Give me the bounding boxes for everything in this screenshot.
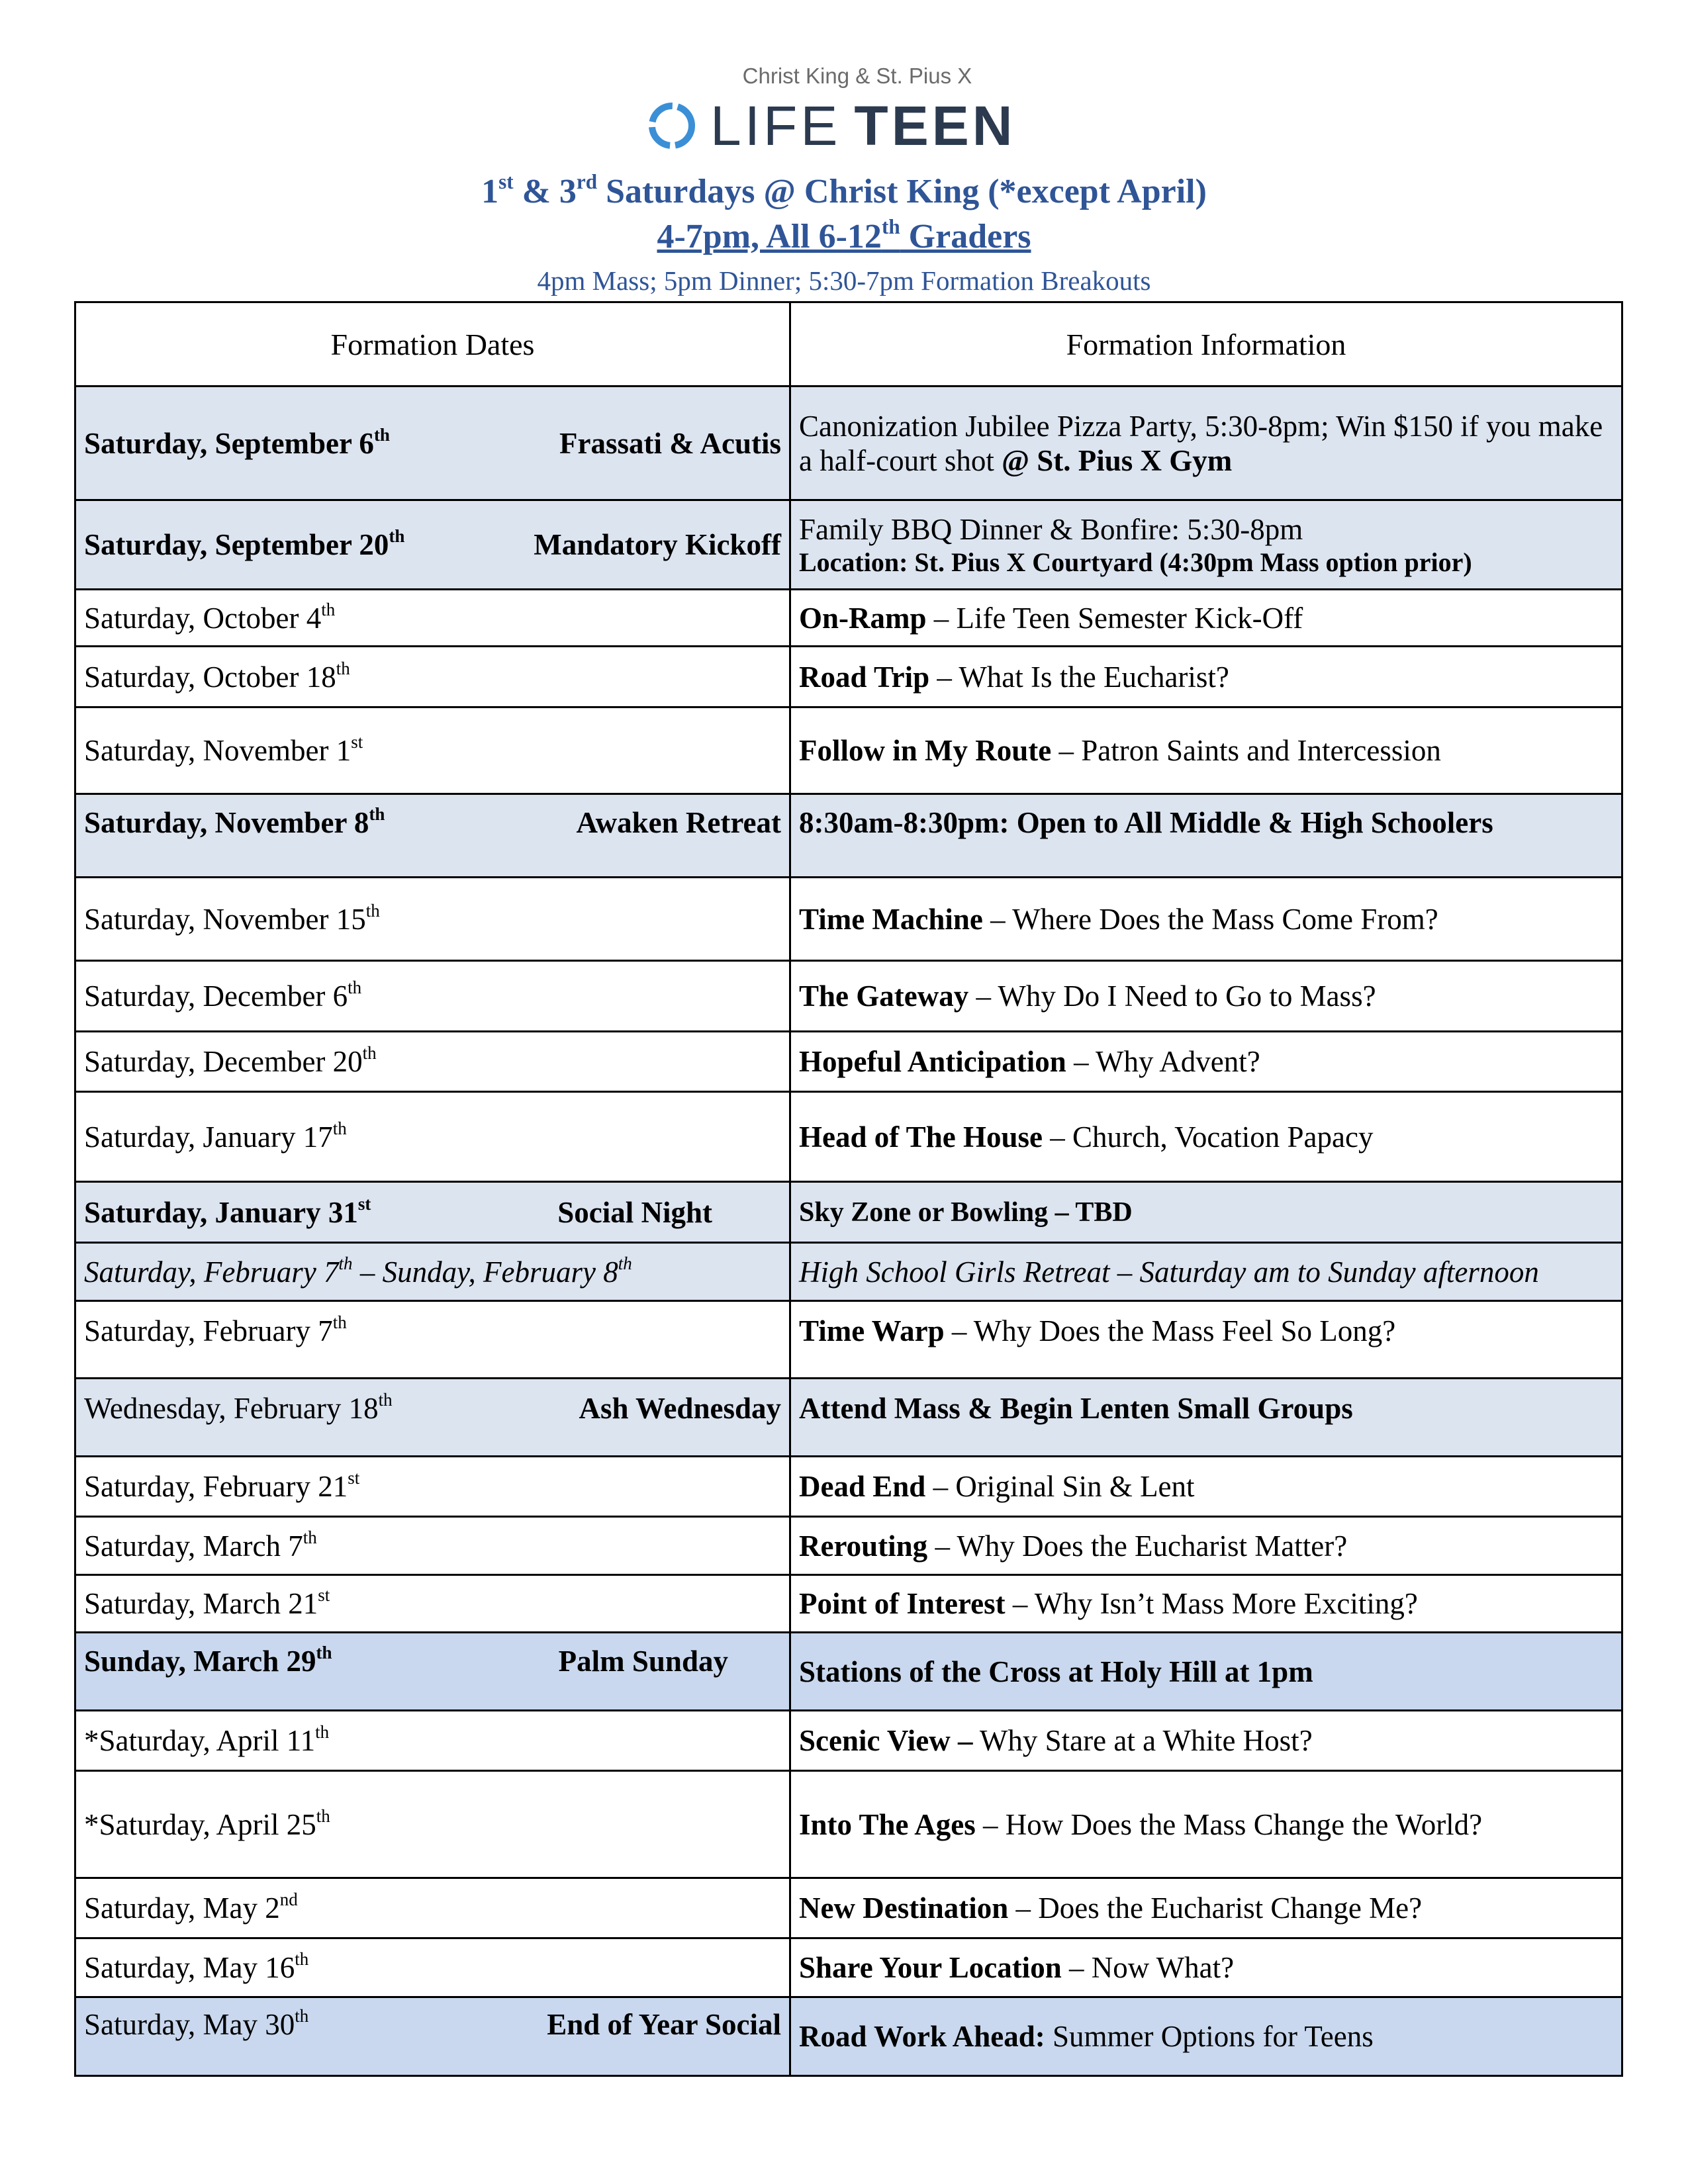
table-row bbox=[75, 1301, 1622, 1379]
table-row bbox=[75, 1243, 1622, 1301]
table-row bbox=[75, 707, 1622, 794]
row-date: Sunday, March 29th bbox=[84, 1643, 332, 1678]
row-info: Time Machine – Where Does the Mass Come From? bbox=[790, 878, 1622, 961]
row-date: Saturday, October 4th bbox=[75, 590, 790, 647]
row-info: Point of Interest – Why Isn’t Mass More Exciting? bbox=[790, 1575, 1622, 1633]
table-row bbox=[75, 961, 1622, 1032]
row-date: Saturday, November 15th bbox=[75, 878, 790, 961]
row-date: Saturday, May 2nd bbox=[75, 1878, 790, 1938]
row-info: Road Work Ahead: Summer Options for Teens bbox=[790, 1997, 1622, 2076]
formation-schedule-table bbox=[74, 301, 1623, 2077]
row-info: Rerouting – Why Does the Eucharist Matter? bbox=[790, 1517, 1622, 1575]
row-date: Saturday, December 6th bbox=[75, 961, 790, 1032]
table-row bbox=[75, 590, 1622, 647]
heading-time-grades: 4-7pm, All 6-12th Graders bbox=[657, 214, 1031, 255]
row-date: Saturday, October 18th bbox=[75, 647, 790, 707]
row-event: Awaken Retreat bbox=[576, 806, 781, 839]
life-teen-ring-icon bbox=[645, 99, 698, 152]
logo-word-life: LIFE bbox=[710, 95, 841, 157]
table-row bbox=[75, 878, 1622, 961]
row-info: The Gateway – Why Do I Need to Go to Mass? bbox=[790, 961, 1622, 1032]
table-header-row bbox=[75, 302, 1622, 387]
row-event: Ash Wednesday bbox=[579, 1392, 781, 1425]
row-info: Road Trip – What Is the Eucharist? bbox=[790, 647, 1622, 707]
table-row bbox=[75, 794, 1622, 878]
row-date: Saturday, September 6th bbox=[84, 424, 390, 460]
logo-word-teen: TEEN bbox=[854, 95, 1016, 157]
row-date: Wednesday, February 18th bbox=[84, 1390, 393, 1425]
row-info: Time Warp – Why Does the Mass Feel So Long? bbox=[790, 1301, 1622, 1379]
row-date: Saturday, December 20th bbox=[75, 1032, 790, 1092]
row-info: Scenic View – Why Stare at a White Host? bbox=[790, 1711, 1622, 1771]
table-row bbox=[75, 1771, 1622, 1878]
row-info: 8:30am-8:30pm: Open to All Middle & High Schoolers bbox=[790, 794, 1622, 878]
table-row bbox=[75, 1457, 1622, 1517]
table-row bbox=[75, 1379, 1622, 1457]
table-row bbox=[75, 1997, 1622, 2076]
row-date: Saturday, February 21st bbox=[75, 1457, 790, 1517]
row-date: *Saturday, April 11th bbox=[75, 1711, 790, 1771]
table-row bbox=[75, 1878, 1622, 1938]
table-row bbox=[75, 1938, 1622, 1997]
row-event: Palm Sunday bbox=[558, 1645, 728, 1678]
row-info: Sky Zone or Bowling – TBD bbox=[790, 1182, 1622, 1243]
column-header-dates: Formation Dates bbox=[75, 302, 790, 387]
column-header-info: Formation Information bbox=[790, 302, 1622, 387]
parish-names: Christ King & St. Pius X bbox=[742, 64, 972, 88]
table-row bbox=[75, 1633, 1622, 1711]
heading-schedule: 1st & 3rd Saturdays @ Christ King (*except April) bbox=[481, 169, 1207, 210]
row-date: Saturday, November 1st bbox=[75, 707, 790, 794]
row-event: End of Year Social bbox=[547, 2008, 781, 2041]
table-row bbox=[75, 1092, 1622, 1182]
row-event: Mandatory Kickoff bbox=[534, 528, 781, 561]
row-date: Saturday, March 21st bbox=[75, 1575, 790, 1633]
row-info: Canonization Jubilee Pizza Party, 5:30-8pm; Win $150 if you make a half-court shot @ St. Pius X Gym bbox=[790, 387, 1622, 500]
heading-agenda: 4pm Mass; 5pm Dinner; 5:30-7pm Formation Breakouts bbox=[537, 265, 1151, 296]
row-info: High School Girls Retreat – Saturday am to Sunday afternoon bbox=[790, 1243, 1622, 1301]
row-info: Family BBQ Dinner & Bonfire: 5:30-8pm Location: St. Pius X Courtyard (4:30pm Mass option prior) bbox=[790, 500, 1622, 590]
row-date: Saturday, November 8th bbox=[84, 804, 385, 839]
row-info: On-Ramp – Life Teen Semester Kick-Off bbox=[790, 590, 1622, 647]
row-info: Dead End – Original Sin & Lent bbox=[790, 1457, 1622, 1517]
table-row bbox=[75, 1032, 1622, 1092]
life-teen-logo bbox=[645, 95, 1016, 157]
table-row bbox=[75, 500, 1622, 590]
row-info: New Destination – Does the Eucharist Change Me? bbox=[790, 1878, 1622, 1938]
table-row bbox=[75, 1711, 1622, 1771]
row-date: Saturday, March 7th bbox=[75, 1517, 790, 1575]
table-row bbox=[75, 1575, 1622, 1633]
row-info: Share Your Location – Now What? bbox=[790, 1938, 1622, 1997]
row-date: Saturday, May 16th bbox=[75, 1938, 790, 1997]
row-date: Saturday, January 31st bbox=[84, 1193, 371, 1229]
row-date: Saturday, January 17th bbox=[75, 1092, 790, 1182]
row-date: Saturday, February 7th – Sunday, February 8th bbox=[75, 1243, 790, 1301]
row-info: Head of The House – Church, Vocation Papacy bbox=[790, 1092, 1622, 1182]
table-row bbox=[75, 1182, 1622, 1243]
table-row bbox=[75, 387, 1622, 500]
row-date: Saturday, September 20th bbox=[84, 526, 405, 561]
row-event: Social Night bbox=[557, 1195, 712, 1229]
row-date: Saturday, February 7th bbox=[75, 1301, 790, 1379]
row-event: Frassati & Acutis bbox=[559, 426, 781, 460]
row-info: Follow in My Route – Patron Saints and Intercession bbox=[790, 707, 1622, 794]
row-info: Stations of the Cross at Holy Hill at 1pm bbox=[790, 1633, 1622, 1711]
table-row bbox=[75, 1517, 1622, 1575]
row-info: Hopeful Anticipation – Why Advent? bbox=[790, 1032, 1622, 1092]
row-info: Into The Ages – How Does the Mass Change the World? bbox=[790, 1771, 1622, 1878]
row-info: Attend Mass & Begin Lenten Small Groups bbox=[790, 1379, 1622, 1457]
row-date: *Saturday, April 25th bbox=[75, 1771, 790, 1878]
table-row bbox=[75, 647, 1622, 707]
row-date: Saturday, May 30th bbox=[84, 2006, 309, 2041]
